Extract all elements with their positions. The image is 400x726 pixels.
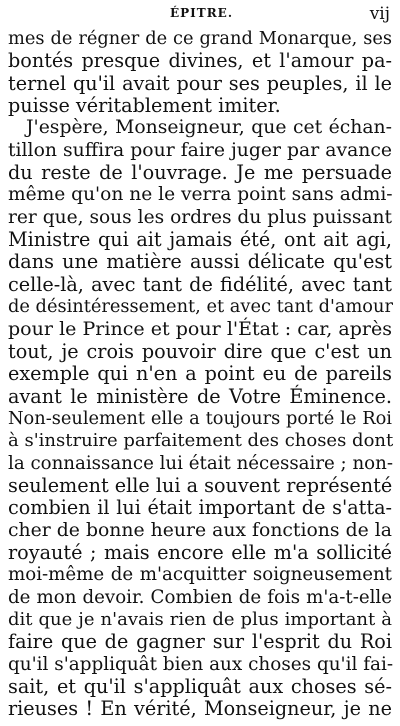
text-line: Ministre qui ait jamais été, ont ait agi, <box>8 228 392 252</box>
running-head: ÉPITRE. <box>170 6 234 20</box>
page-number: vij <box>369 4 390 24</box>
text-line: rieuses ! En vérité, Monseigneur, je ne <box>8 697 392 721</box>
text-line: J'espère, Monseigneur, que cet échan- <box>26 117 392 139</box>
text-line: royauté ; mais encore elle m'a sollicité <box>8 540 392 564</box>
text-line: ternel qu'il avait pour ses peuples, il le <box>8 71 392 95</box>
text-line: moi-même de m'acquitter soigneusement <box>8 564 392 586</box>
text-line: tillon suffira pour faire juger par avance <box>8 139 392 161</box>
text-line: puisse véritablement imiter. <box>8 94 281 118</box>
page-header <box>0 6 400 26</box>
text-line: exemple qui n'en a point eu de pareils <box>8 362 392 386</box>
text-line: rer que, sous les ordres du plus puissant <box>8 206 392 228</box>
text-line: Non-seulement elle a toujours porté le Roi <box>8 407 392 429</box>
text-line: combien il lui était important de s'atta- <box>8 496 392 520</box>
text-line: sait, et qu'il s'appliquât aux choses sé- <box>8 674 392 698</box>
text-line: avant le ministère de Votre Éminence. <box>8 384 392 408</box>
text-line: tout, je crois pouvoir dire que c'est un <box>8 339 392 363</box>
text-line: du reste de l'ouvrage. Je me persuade <box>8 161 392 185</box>
body-text <box>8 28 392 721</box>
text-line: dans une matière aussi délicate qu'est <box>8 250 392 274</box>
text-line: bontés presque divines, et l'amour pa- <box>8 49 392 73</box>
text-line: celle-là, avec tant de fidélité, avec tant <box>8 272 392 296</box>
text-line: faire que de gagner sur l'esprit du Roi <box>8 630 392 654</box>
text-line: qu'il s'appliquât bien aux choses qu'il fai- <box>8 653 394 675</box>
text-line: seulement elle lui a souvent représenté <box>8 473 393 497</box>
text-line: dit que je n'avais rien de plus important à <box>8 608 392 630</box>
text-line: de désintéressement, et avec tant d'amour <box>8 296 393 318</box>
text-line: de mon devoir. Combien de fois m'a-t-elle <box>8 586 392 608</box>
text-line: pour le Prince et pour l'État : car, après <box>8 318 392 341</box>
text-line: à s'instruire parfaitement des choses dont <box>8 430 394 452</box>
text-line: mes de régner de ce grand Monarque, ses <box>8 28 392 49</box>
text-line: la connaissance lui était nécessaire ; non- <box>8 452 393 474</box>
text-line: cher de bonne heure aux fonctions de la <box>8 519 392 541</box>
text-line: même qu'on ne le verra point sans admi- <box>8 184 393 206</box>
